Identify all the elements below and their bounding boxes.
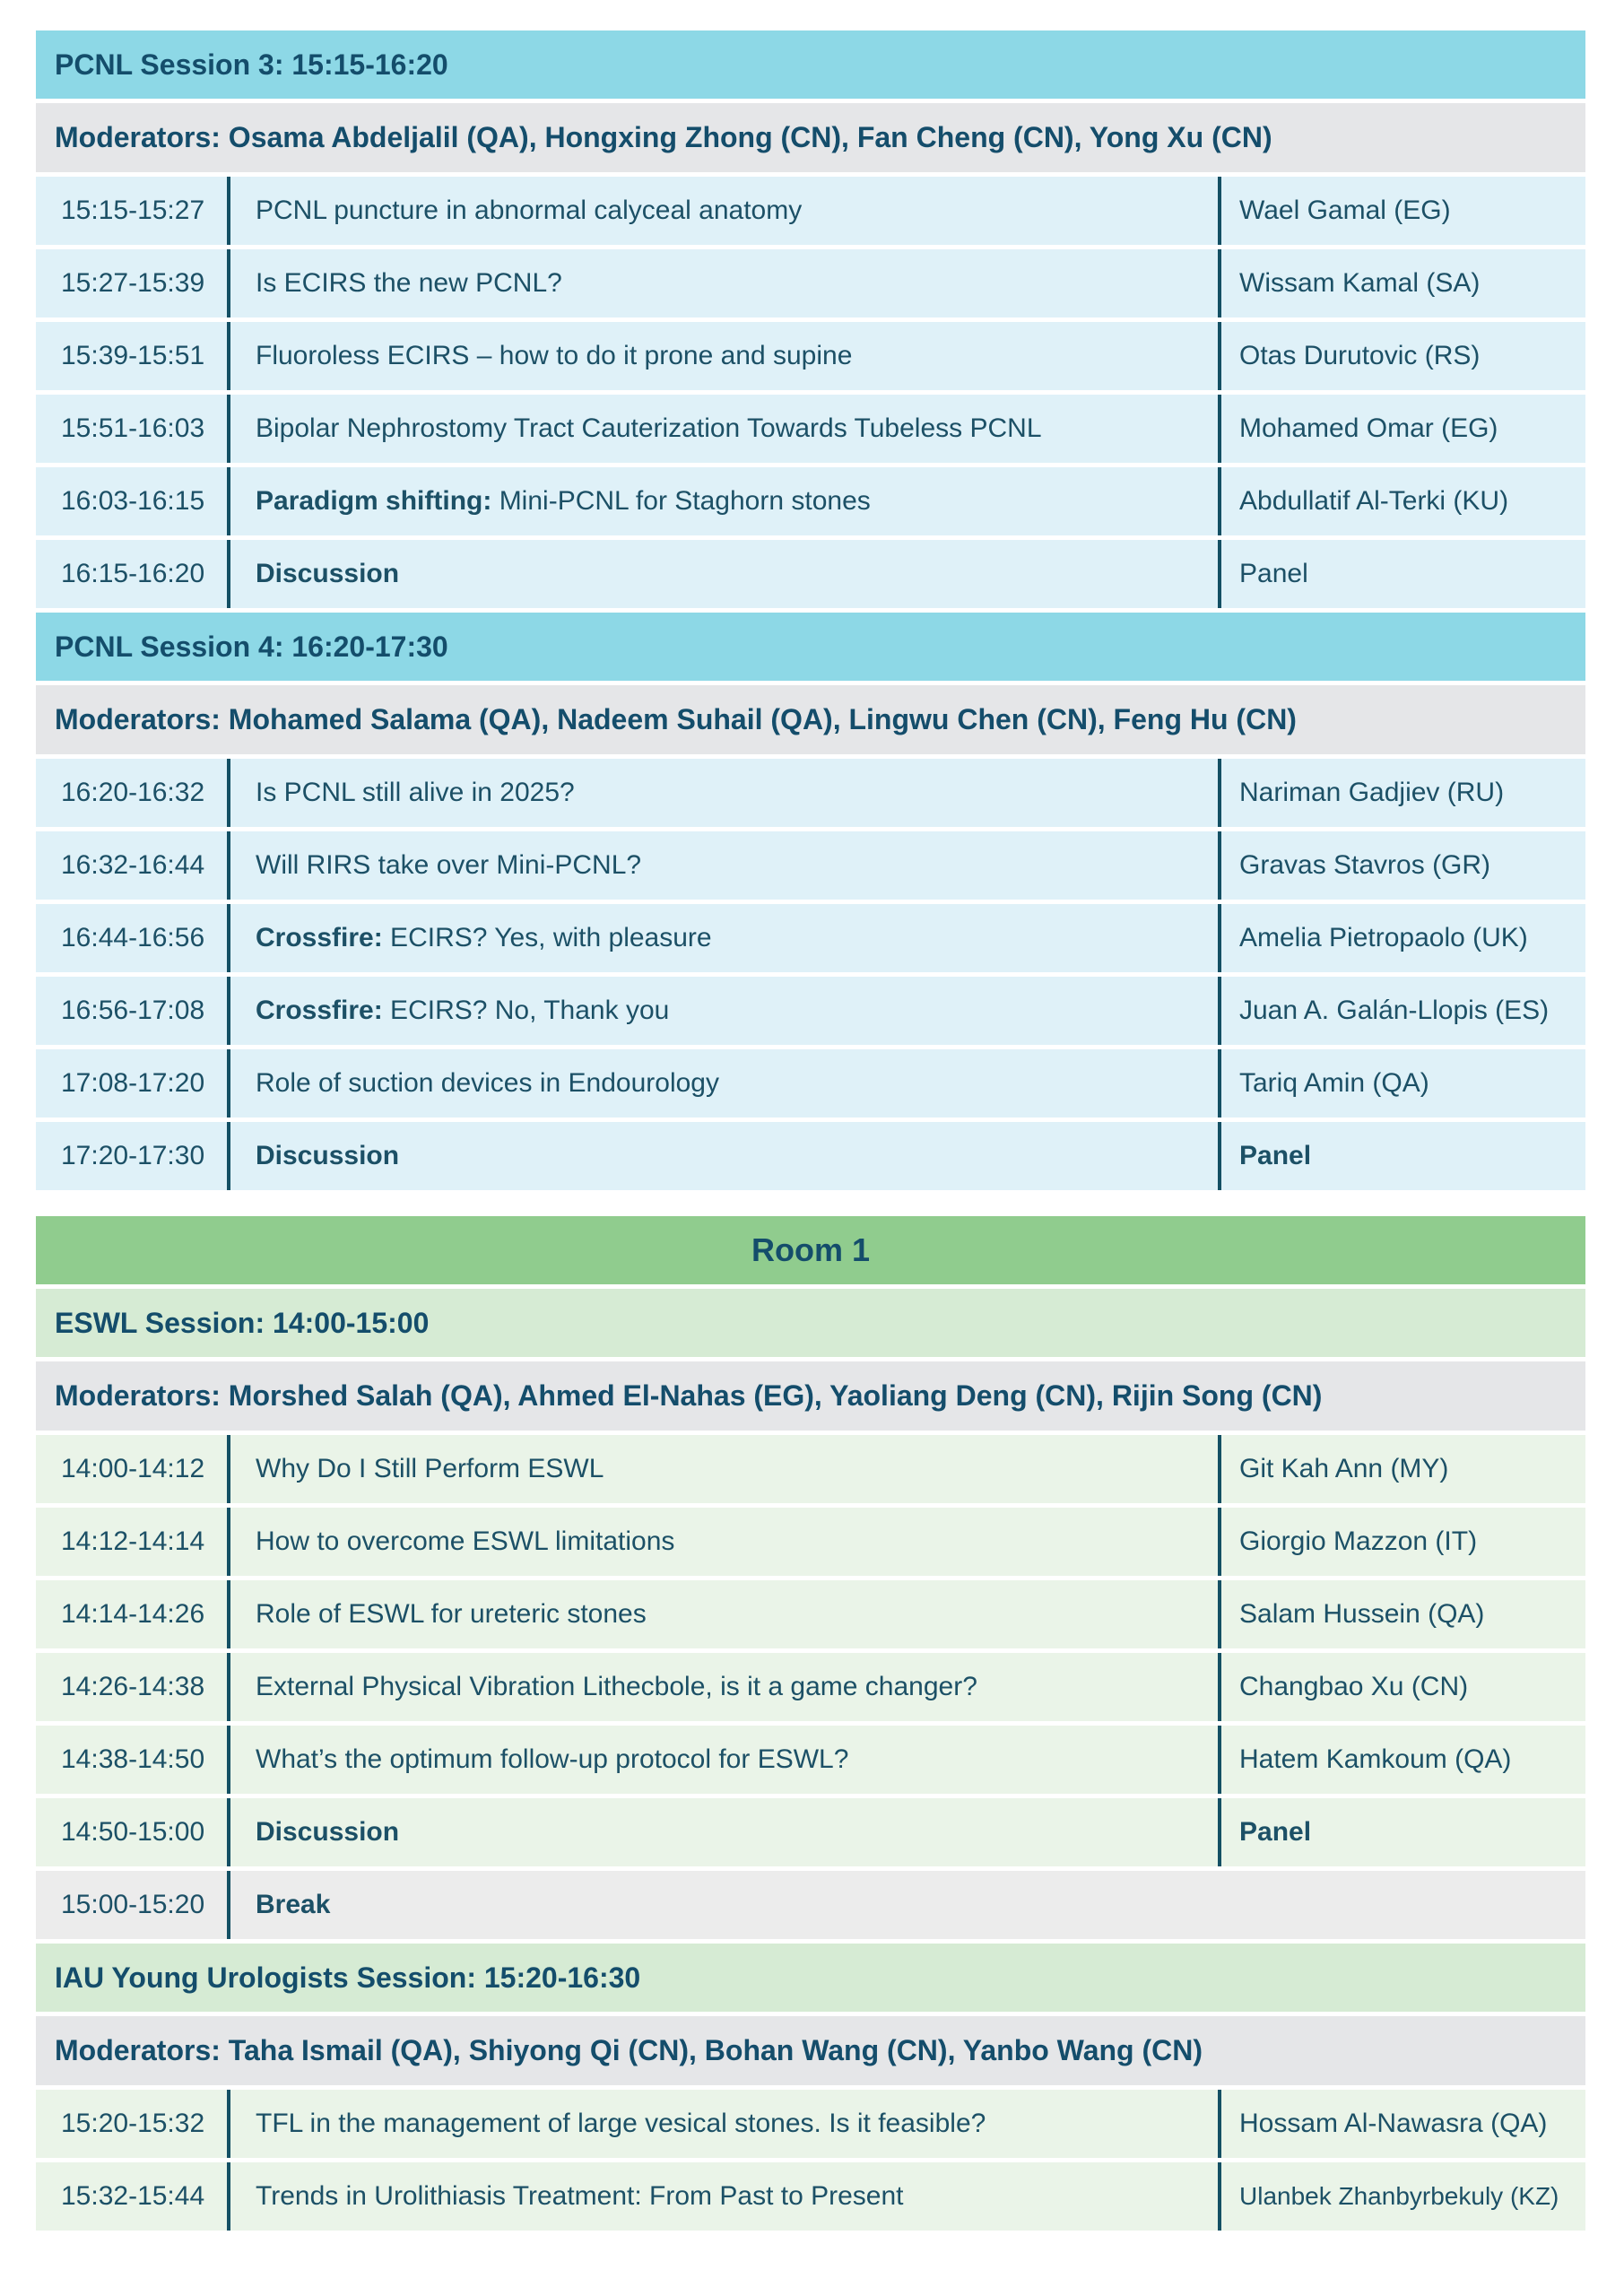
speaker-cell: Tariq Amin (QA): [1239, 1068, 1429, 1098]
title-cell: [230, 322, 1221, 390]
schedule-row: [36, 1653, 1585, 1721]
time-cell: 16:44-16:56: [36, 904, 230, 972]
title-cell: [230, 977, 1221, 1045]
schedule-row: [36, 540, 1585, 608]
title-emphasis: Crossfire:: [256, 996, 383, 1025]
title-cell: [230, 177, 1221, 245]
time-cell: 15:39-15:51: [36, 322, 230, 390]
speaker-cell: Ulanbek Zhanbyrbekuly (KZ): [1239, 2182, 1559, 2210]
title-cell: [230, 831, 1221, 900]
room-header: Room 1: [36, 1216, 1585, 1284]
time-cell: 16:15-16:20: [36, 540, 230, 608]
title-text: ECIRS? Yes, with pleasure: [382, 923, 712, 952]
title-text: Why Do I Still Perform ESWL: [256, 1454, 604, 1483]
speaker-cell: Mohamed Omar (EG): [1239, 413, 1498, 443]
schedule-row: [36, 1435, 1585, 1503]
title-cell: [230, 467, 1221, 535]
speaker-cell: Abdullatif Al-Terki (KU): [1239, 486, 1509, 516]
time-cell: 16:32-16:44: [36, 831, 230, 900]
title-text: Role of ESWL for ureteric stones: [256, 1599, 647, 1629]
session-rows: [36, 759, 1585, 1190]
session-rows: [36, 177, 1585, 608]
title-cell: [230, 1653, 1221, 1721]
schedule-row: [36, 831, 1585, 900]
schedule-row: [36, 1049, 1585, 1118]
title-text: PCNL puncture in abnormal calyceal anatomy: [256, 196, 803, 225]
speaker-cell: Wael Gamal (EG): [1239, 196, 1451, 225]
session-header: PCNL Session 3: 15:15-16:20: [36, 30, 1585, 99]
speaker-cell: Git Kah Ann (MY): [1239, 1454, 1449, 1483]
title-cell: [230, 2090, 1221, 2158]
schedule-row: [36, 2090, 1585, 2158]
speaker-cell: Salam Hussein (QA): [1239, 1599, 1485, 1629]
time-cell: 14:50-15:00: [36, 1798, 230, 1866]
title-text: What’s the optimum follow-up protocol for ESWL?: [256, 1744, 849, 1774]
speaker-cell: Gravas Stavros (GR): [1239, 850, 1491, 880]
speaker-cell: Panel: [1239, 1141, 1312, 1170]
title-text: Trends in Urolithiasis Treatment: From Past to Present: [256, 2181, 904, 2211]
time-cell: 15:32-15:44: [36, 2162, 230, 2231]
title-text: ECIRS? No, Thank you: [382, 996, 670, 1025]
time-cell: 17:08-17:20: [36, 1049, 230, 1118]
title-cell: [230, 249, 1221, 317]
schedule-row: [36, 2162, 1585, 2231]
schedule-row: [36, 249, 1585, 317]
schedule-row: [36, 759, 1585, 827]
speaker-cell: Hossam Al-Nawasra (QA): [1239, 2109, 1548, 2138]
session-header: ESWL Session: 14:00-15:00: [36, 1289, 1585, 1357]
title-emphasis: Discussion: [256, 559, 400, 588]
moderators: Moderators: Morshed Salah (QA), Ahmed El-Nahas (EG), Yaoliang Deng (CN), Rijin Song (CN): [36, 1361, 1585, 1431]
title-cell: [230, 2162, 1221, 2231]
title-cell: [230, 904, 1221, 972]
title-cell: [230, 540, 1221, 608]
speaker-cell: Giorgio Mazzon (IT): [1239, 1526, 1478, 1556]
time-cell: 15:15-15:27: [36, 177, 230, 245]
title-cell: [230, 1508, 1221, 1576]
title-cell: [230, 1435, 1221, 1503]
schedule-row: [36, 467, 1585, 535]
speaker-cell: Hatem Kamkoum (QA): [1239, 1744, 1512, 1774]
schedule-row: [36, 1508, 1585, 1576]
title-text: How to overcome ESWL limitations: [256, 1526, 675, 1556]
time-cell: 14:00-14:12: [36, 1435, 230, 1503]
title-text: Will RIRS take over Mini-PCNL?: [256, 850, 642, 880]
title-cell: Break: [256, 1890, 331, 1919]
break-row: [36, 1871, 1585, 1939]
program-schedule: [36, 30, 1585, 2235]
time-cell: 16:56-17:08: [36, 977, 230, 1045]
schedule-row: [36, 1798, 1585, 1866]
schedule-row: [36, 395, 1585, 463]
moderators: Moderators: Taha Ismail (QA), Shiyong Qi (CN), Bohan Wang (CN), Yanbo Wang (CN): [36, 2016, 1585, 2085]
time-cell: 15:27-15:39: [36, 249, 230, 317]
session-rows: [36, 2090, 1585, 2231]
title-cell: [230, 395, 1221, 463]
spacer: [36, 1195, 1585, 1216]
title-emphasis: Paradigm shifting:: [256, 486, 492, 516]
schedule-row: [36, 977, 1585, 1045]
title-text: External Physical Vibration Lithecbole, is it a game changer?: [256, 1672, 977, 1701]
speaker-cell: Changbao Xu (CN): [1239, 1672, 1469, 1701]
title-text: Is ECIRS the new PCNL?: [256, 268, 562, 298]
title-emphasis: Discussion: [256, 1817, 400, 1847]
session-header: IAU Young Urologists Session: 15:20-16:30: [36, 1944, 1585, 2012]
time-cell: 15:51-16:03: [36, 395, 230, 463]
time-cell: 15:20-15:32: [36, 2090, 230, 2158]
moderators: Moderators: Mohamed Salama (QA), Nadeem Suhail (QA), Lingwu Chen (CN), Feng Hu (CN): [36, 685, 1585, 754]
title-text: Role of suction devices in Endourology: [256, 1068, 719, 1098]
speaker-cell: Amelia Pietropaolo (UK): [1239, 923, 1528, 952]
title-text: Mini-PCNL for Staghorn stones: [491, 486, 871, 516]
time-cell: 16:20-16:32: [36, 759, 230, 827]
title-cell: [230, 1122, 1221, 1190]
schedule-row: [36, 1726, 1585, 1794]
title-emphasis: Discussion: [256, 1141, 400, 1170]
speaker-cell: Juan A. Galán-Llopis (ES): [1239, 996, 1550, 1025]
title-cell: [230, 1049, 1221, 1118]
schedule-row: [36, 322, 1585, 390]
time-cell: 14:38-14:50: [36, 1726, 230, 1794]
title-text: Bipolar Nephrostomy Tract Cauterization Towards Tubeless PCNL: [256, 413, 1042, 443]
schedule-row: [36, 904, 1585, 972]
time-cell: 16:03-16:15: [36, 467, 230, 535]
title-cell: [230, 1726, 1221, 1794]
schedule-row: [36, 177, 1585, 245]
schedule-row: [36, 1122, 1585, 1190]
speaker-cell: Otas Durutovic (RS): [1239, 341, 1481, 370]
time-cell: 15:00-15:20: [36, 1871, 230, 1939]
title-cell: [230, 759, 1221, 827]
title-emphasis: Crossfire:: [256, 923, 383, 952]
title-cell: [230, 1580, 1221, 1648]
session-header: PCNL Session 4: 16:20-17:30: [36, 613, 1585, 681]
title-cell: [230, 1798, 1221, 1866]
time-cell: 17:20-17:30: [36, 1122, 230, 1190]
time-cell: 14:12-14:14: [36, 1508, 230, 1576]
speaker-cell: Panel: [1239, 1817, 1312, 1847]
title-text: TFL in the management of large vesical stones. Is it feasible?: [256, 2109, 986, 2138]
speaker-cell: Wissam Kamal (SA): [1239, 268, 1481, 298]
session-rows: [36, 1435, 1585, 1866]
title-text: Fluoroless ECIRS – how to do it prone and supine: [256, 341, 853, 370]
schedule-row: [36, 1580, 1585, 1648]
title-text: Is PCNL still alive in 2025?: [256, 778, 575, 807]
time-cell: 14:26-14:38: [36, 1653, 230, 1721]
speaker-cell: Panel: [1239, 559, 1308, 588]
time-cell: 14:14-14:26: [36, 1580, 230, 1648]
speaker-cell: Nariman Gadjiev (RU): [1239, 778, 1505, 807]
moderators: Moderators: Osama Abdeljalil (QA), Hongxing Zhong (CN), Fan Cheng (CN), Yong Xu (CN): [36, 103, 1585, 172]
